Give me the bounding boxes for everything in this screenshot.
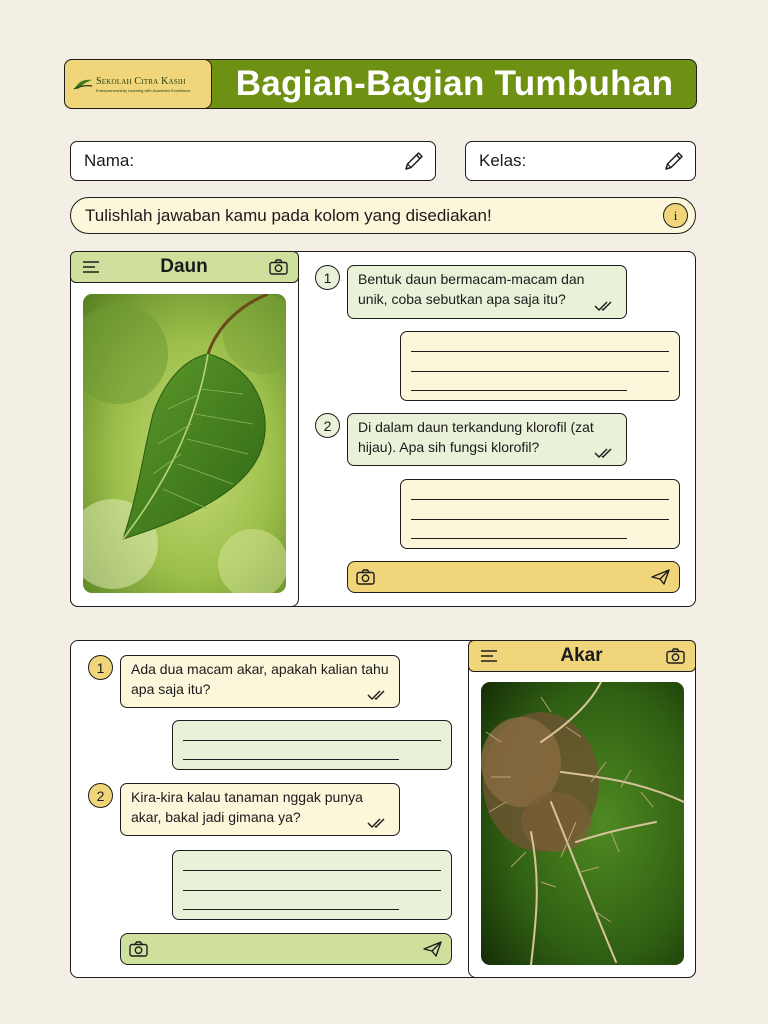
question-number: 1 [88, 655, 113, 680]
answer-line [183, 870, 441, 871]
leaf-photo [83, 294, 286, 593]
answer-line [411, 519, 669, 520]
question-bubble [347, 265, 627, 319]
double-check-icon [367, 689, 389, 701]
camera-icon[interactable] [356, 569, 375, 585]
camera-icon[interactable] [666, 648, 685, 664]
answer-line [411, 390, 627, 391]
logo-name: Sekolah Citra Kasih [96, 75, 186, 87]
daun-phone-card [70, 251, 299, 607]
send-icon[interactable] [423, 941, 442, 957]
page-title: Bagian-Bagian Tumbuhan [235, 64, 674, 103]
school-logo [64, 59, 212, 109]
answer-line [183, 759, 399, 760]
question-text: Kira-kira kalau tanaman nggak punya akar, bakal jadi gimana ya? [131, 789, 363, 825]
question-text: Di dalam daun terkandung klorofil (zat hijau). Apa sih fungsi klorofil? [358, 419, 594, 455]
double-check-icon [594, 300, 616, 312]
name-label: Nama: [84, 151, 135, 170]
roots-photo [481, 682, 684, 965]
name-field[interactable] [70, 141, 436, 181]
answer-line [411, 538, 627, 539]
akar-phone-card [468, 640, 696, 978]
logo-tagline: Entrepreneurship Learning with Academic Excellence [96, 87, 191, 93]
question-number: 2 [88, 783, 113, 808]
akar-title: Akar [560, 644, 603, 666]
instruction-banner [70, 197, 696, 234]
message-input-bar[interactable] [120, 933, 452, 965]
question-text: Bentuk daun bermacam-macam dan unik, coba sebutkan apa saja itu? [358, 271, 585, 307]
question-bubble [120, 783, 400, 836]
answer-box[interactable] [172, 850, 452, 920]
answer-line [411, 371, 669, 372]
answer-line [183, 909, 399, 910]
question-bubble [347, 413, 627, 466]
send-icon[interactable] [651, 569, 670, 585]
answer-box[interactable] [400, 479, 680, 549]
question-number: 1 [315, 265, 340, 290]
question-bubble [120, 655, 400, 708]
menu-icon[interactable] [481, 650, 497, 662]
pencil-icon[interactable] [663, 150, 685, 172]
camera-icon[interactable] [269, 259, 288, 275]
answer-box[interactable] [172, 720, 452, 770]
answer-line [183, 890, 441, 891]
answer-box[interactable] [400, 331, 680, 401]
class-field[interactable] [465, 141, 696, 181]
double-check-icon [367, 817, 389, 829]
question-number: 2 [315, 413, 340, 438]
message-input-bar[interactable] [347, 561, 680, 593]
instruction-text: Tulishlah jawaban kamu pada kolom yang disediakan! [85, 205, 492, 225]
double-check-icon [594, 447, 616, 459]
answer-line [411, 351, 669, 352]
info-icon[interactable]: i [663, 203, 688, 228]
daun-title: Daun [160, 255, 208, 277]
akar-title-bar [468, 640, 696, 672]
camera-icon[interactable] [129, 941, 148, 957]
answer-line [411, 499, 669, 500]
daun-title-bar [70, 251, 299, 283]
menu-icon[interactable] [83, 261, 99, 273]
pencil-icon[interactable] [403, 150, 425, 172]
answer-line [183, 740, 441, 741]
question-text: Ada dua macam akar, apakah kalian tahu apa saja itu? [131, 661, 389, 697]
logo-icon [73, 77, 93, 91]
class-label: Kelas: [479, 151, 527, 170]
